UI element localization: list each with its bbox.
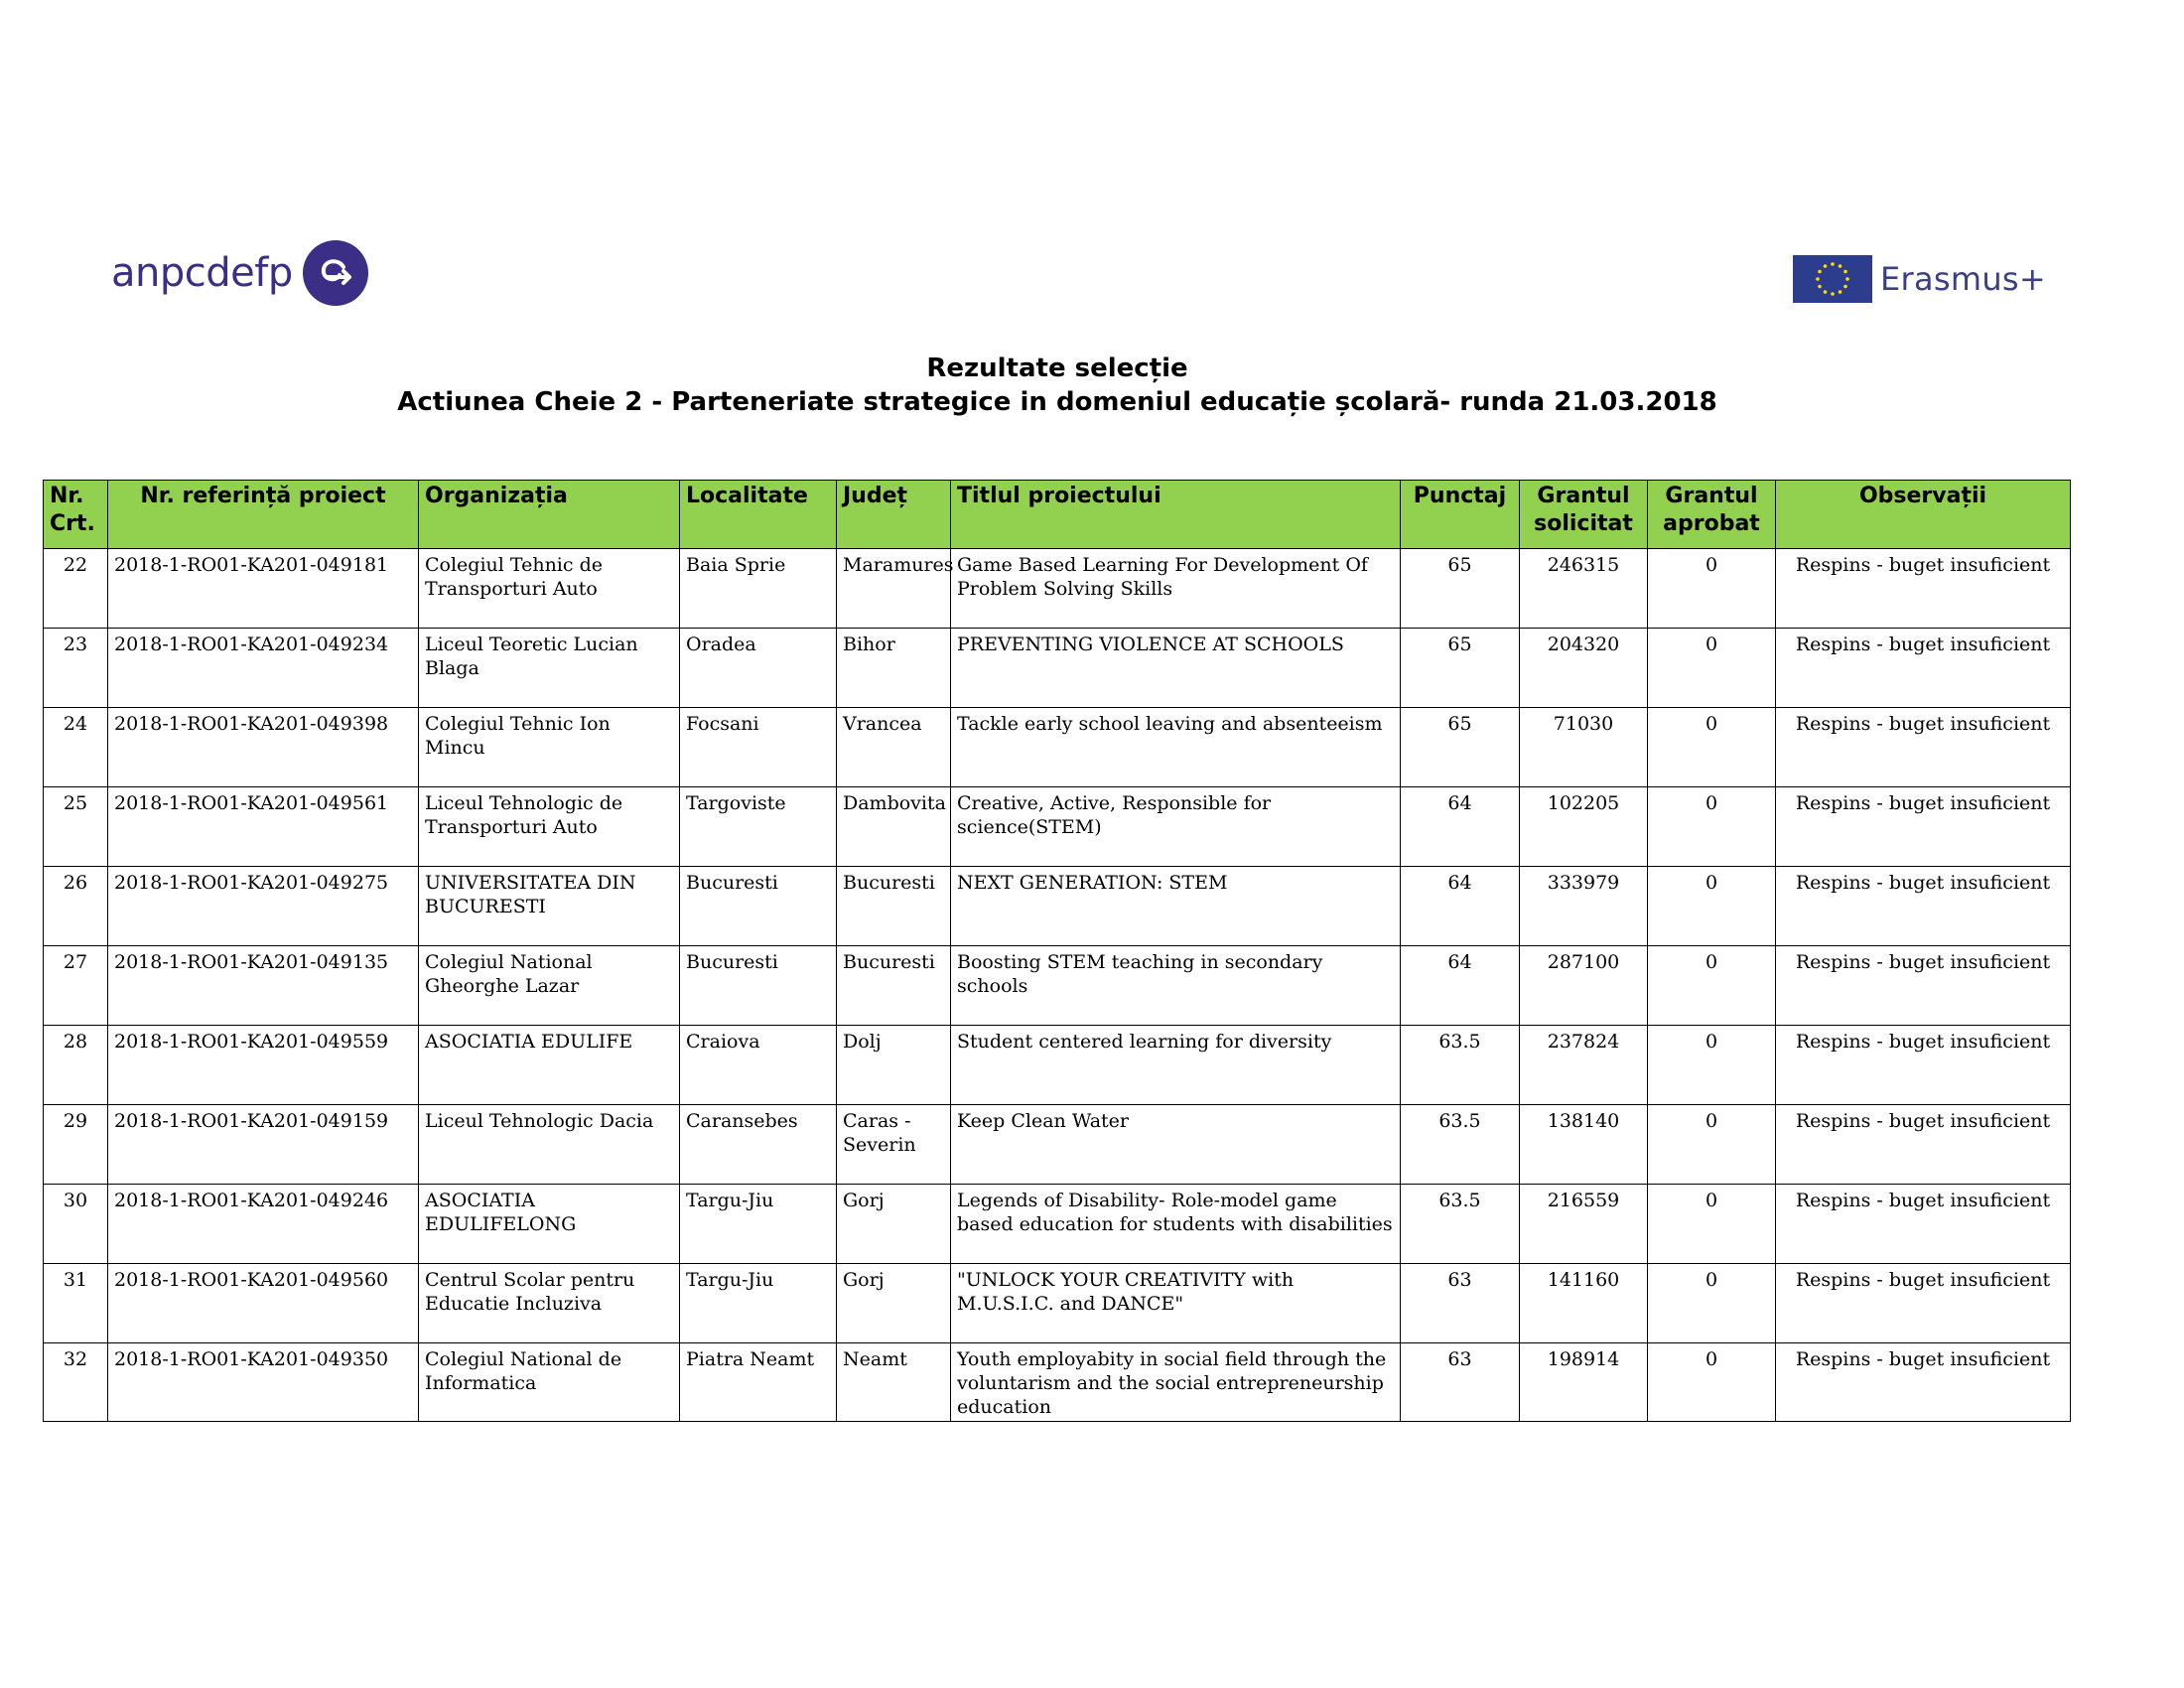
eu-flag-icon — [1793, 255, 1872, 303]
eu-star-icon — [1831, 292, 1835, 296]
cell-loc: Targu-Jiu — [680, 1185, 837, 1264]
cell-solicitat: 333979 — [1520, 867, 1648, 946]
cell-org: Centrul Scolar pentru Educatie Incluziva — [419, 1264, 680, 1343]
document-title — [0, 352, 2115, 419]
table-row — [44, 708, 2071, 787]
cell-titlu: Boosting STEM teaching in secondary schools — [951, 946, 1401, 1026]
cell-solicitat: 71030 — [1520, 708, 1648, 787]
cell-aprobat: 0 — [1648, 1343, 1776, 1422]
cell-ref: 2018-1-RO01-KA201-049246 — [108, 1185, 419, 1264]
table-row — [44, 629, 2071, 708]
header-ref: Nr. referință proiect — [108, 481, 419, 549]
cell-solicitat: 246315 — [1520, 549, 1648, 629]
cell-solicitat: 287100 — [1520, 946, 1648, 1026]
table-row — [44, 1026, 2071, 1105]
cell-aprobat: 0 — [1648, 1264, 1776, 1343]
cell-org: Colegiul Tehnic Ion Mincu — [419, 708, 680, 787]
cell-nr: 30 — [44, 1185, 108, 1264]
eu-star-icon — [1845, 277, 1849, 281]
cell-titlu: Creative, Active, Responsible for science(STEM) — [951, 787, 1401, 867]
cell-solicitat: 204320 — [1520, 629, 1648, 708]
cell-org: Colegiul National de Informatica — [419, 1343, 680, 1422]
cell-loc: Caransebes — [680, 1105, 837, 1185]
cell-titlu: NEXT GENERATION: STEM — [951, 867, 1401, 946]
cell-ref: 2018-1-RO01-KA201-049135 — [108, 946, 419, 1026]
cell-solicitat: 141160 — [1520, 1264, 1648, 1343]
cell-solicitat: 138140 — [1520, 1105, 1648, 1185]
table-row — [44, 549, 2071, 629]
cell-obs: Respins - buget insuficient — [1776, 1026, 2071, 1105]
cell-aprobat: 0 — [1648, 1185, 1776, 1264]
results-table — [43, 480, 2071, 1422]
cell-punctaj: 64 — [1401, 787, 1520, 867]
cell-judet: Gorj — [837, 1185, 951, 1264]
cell-ref: 2018-1-RO01-KA201-049275 — [108, 867, 419, 946]
cell-org: Colegiul National Gheorghe Lazar — [419, 946, 680, 1026]
cell-judet: Vrancea — [837, 708, 951, 787]
cell-loc: Piatra Neamt — [680, 1343, 837, 1422]
title-line-1: Rezultate selecție — [926, 353, 1188, 383]
anpcdefp-logo-mark-icon — [303, 240, 368, 306]
eu-star-icon — [1831, 262, 1835, 266]
header-punctaj: Punctaj — [1401, 481, 1520, 549]
cell-judet: Dambovita — [837, 787, 951, 867]
eu-star-icon — [1816, 277, 1820, 281]
cell-obs: Respins - buget insuficient — [1776, 787, 2071, 867]
cell-titlu: Keep Clean Water — [951, 1105, 1401, 1185]
erasmus-logo-text: Erasmus+ — [1880, 260, 2046, 298]
cell-aprobat: 0 — [1648, 629, 1776, 708]
cell-ref: 2018-1-RO01-KA201-049561 — [108, 787, 419, 867]
table-row — [44, 946, 2071, 1026]
cell-punctaj: 64 — [1401, 946, 1520, 1026]
cell-ref: 2018-1-RO01-KA201-049350 — [108, 1343, 419, 1422]
erasmus-logo — [1793, 254, 2046, 304]
anpcdefp-logo-text: anpcdefp — [111, 250, 293, 296]
cell-loc: Craiova — [680, 1026, 837, 1105]
cell-nr: 32 — [44, 1343, 108, 1422]
cell-aprobat: 0 — [1648, 787, 1776, 867]
cell-ref: 2018-1-RO01-KA201-049560 — [108, 1264, 419, 1343]
header-loc: Localitate — [680, 481, 837, 549]
cell-org: ASOCIATIA EDULIFELONG — [419, 1185, 680, 1264]
cell-judet: Bihor — [837, 629, 951, 708]
cell-punctaj: 65 — [1401, 629, 1520, 708]
cell-org: Colegiul Tehnic de Transporturi Auto — [419, 549, 680, 629]
eu-star-icon — [1818, 270, 1822, 274]
table-row — [44, 1105, 2071, 1185]
cell-punctaj: 63.5 — [1401, 1026, 1520, 1105]
header-aprobat: Grantul aprobat — [1648, 481, 1776, 549]
cell-nr: 26 — [44, 867, 108, 946]
eu-star-icon — [1839, 290, 1843, 294]
cell-aprobat: 0 — [1648, 708, 1776, 787]
eu-star-icon — [1824, 264, 1828, 268]
anpcdefp-logo — [111, 238, 368, 308]
cell-ref: 2018-1-RO01-KA201-049234 — [108, 629, 419, 708]
eu-star-icon — [1843, 285, 1847, 289]
eu-star-icon — [1818, 285, 1822, 289]
table-row — [44, 867, 2071, 946]
cell-ref: 2018-1-RO01-KA201-049398 — [108, 708, 419, 787]
cell-ref: 2018-1-RO01-KA201-049159 — [108, 1105, 419, 1185]
cell-nr: 22 — [44, 549, 108, 629]
cell-punctaj: 64 — [1401, 867, 1520, 946]
eu-star-icon — [1824, 290, 1828, 294]
cell-loc: Bucuresti — [680, 867, 837, 946]
cell-titlu: "UNLOCK YOUR CREATIVITY with M.U.S.I.C. and DANCE" — [951, 1264, 1401, 1343]
eu-star-icon — [1839, 264, 1843, 268]
eu-star-icon — [1843, 270, 1847, 274]
cell-punctaj: 63.5 — [1401, 1105, 1520, 1185]
cell-org: ASOCIATIA EDULIFE — [419, 1026, 680, 1105]
cell-org: Liceul Tehnologic Dacia — [419, 1105, 680, 1185]
cell-titlu: Youth employabity in social field through the voluntarism and the social entrepreneurship education — [951, 1343, 1401, 1422]
cell-judet: Maramures — [837, 549, 951, 629]
cell-nr: 28 — [44, 1026, 108, 1105]
cell-org: UNIVERSITATEA DIN BUCURESTI — [419, 867, 680, 946]
cell-judet: Gorj — [837, 1264, 951, 1343]
cell-punctaj: 63 — [1401, 1264, 1520, 1343]
table-row — [44, 787, 2071, 867]
cell-judet: Neamt — [837, 1343, 951, 1422]
cell-titlu: Game Based Learning For Development Of Problem Solving Skills — [951, 549, 1401, 629]
cell-punctaj: 65 — [1401, 708, 1520, 787]
header-nr: Nr. Crt. — [44, 481, 108, 549]
title-line-2: Actiunea Cheie 2 - Parteneriate strategice in domeniul educație școlară- runda 21.03.2018 — [397, 387, 1717, 417]
cell-solicitat: 216559 — [1520, 1185, 1648, 1264]
cell-nr: 23 — [44, 629, 108, 708]
cell-obs: Respins - buget insuficient — [1776, 1105, 2071, 1185]
header-titlu: Titlul proiectului — [951, 481, 1401, 549]
cell-obs: Respins - buget insuficient — [1776, 549, 2071, 629]
cell-aprobat: 0 — [1648, 1026, 1776, 1105]
cell-ref: 2018-1-RO01-KA201-049181 — [108, 549, 419, 629]
cell-nr: 27 — [44, 946, 108, 1026]
cell-obs: Respins - buget insuficient — [1776, 1343, 2071, 1422]
cell-loc: Focsani — [680, 708, 837, 787]
cell-punctaj: 63 — [1401, 1343, 1520, 1422]
cell-titlu: Student centered learning for diversity — [951, 1026, 1401, 1105]
cell-loc: Targoviste — [680, 787, 837, 867]
cell-judet: Bucuresti — [837, 946, 951, 1026]
table-row — [44, 1185, 2071, 1264]
cell-org: Liceul Teoretic Lucian Blaga — [419, 629, 680, 708]
cell-obs: Respins - buget insuficient — [1776, 629, 2071, 708]
cell-titlu: Tackle early school leaving and absenteeism — [951, 708, 1401, 787]
cell-judet: Dolj — [837, 1026, 951, 1105]
cell-solicitat: 237824 — [1520, 1026, 1648, 1105]
header-org: Organizația — [419, 481, 680, 549]
cell-titlu: PREVENTING VIOLENCE AT SCHOOLS — [951, 629, 1401, 708]
cell-loc: Baia Sprie — [680, 549, 837, 629]
table-header-row — [44, 481, 2071, 549]
header-solicitat: Grantul solicitat — [1520, 481, 1648, 549]
cell-loc: Bucuresti — [680, 946, 837, 1026]
cell-obs: Respins - buget insuficient — [1776, 1185, 2071, 1264]
cell-judet: Bucuresti — [837, 867, 951, 946]
header-obs: Observații — [1776, 481, 2071, 549]
cell-obs: Respins - buget insuficient — [1776, 946, 2071, 1026]
cell-punctaj: 65 — [1401, 549, 1520, 629]
cell-aprobat: 0 — [1648, 946, 1776, 1026]
cell-obs: Respins - buget insuficient — [1776, 867, 2071, 946]
cell-aprobat: 0 — [1648, 867, 1776, 946]
cell-nr: 29 — [44, 1105, 108, 1185]
cell-aprobat: 0 — [1648, 1105, 1776, 1185]
cell-nr: 25 — [44, 787, 108, 867]
cell-obs: Respins - buget insuficient — [1776, 708, 2071, 787]
cell-nr: 31 — [44, 1264, 108, 1343]
table-row — [44, 1343, 2071, 1422]
cell-aprobat: 0 — [1648, 549, 1776, 629]
cell-solicitat: 102205 — [1520, 787, 1648, 867]
cell-loc: Targu-Jiu — [680, 1264, 837, 1343]
cell-solicitat: 198914 — [1520, 1343, 1648, 1422]
cell-obs: Respins - buget insuficient — [1776, 1264, 2071, 1343]
cell-org: Liceul Tehnologic de Transporturi Auto — [419, 787, 680, 867]
header-judet: Județ — [837, 481, 951, 549]
cell-titlu: Legends of Disability- Role-model game based education for students with disabilities — [951, 1185, 1401, 1264]
cell-ref: 2018-1-RO01-KA201-049559 — [108, 1026, 419, 1105]
cell-loc: Oradea — [680, 629, 837, 708]
cell-nr: 24 — [44, 708, 108, 787]
table-row — [44, 1264, 2071, 1343]
cell-judet: Caras - Severin — [837, 1105, 951, 1185]
cell-punctaj: 63.5 — [1401, 1185, 1520, 1264]
